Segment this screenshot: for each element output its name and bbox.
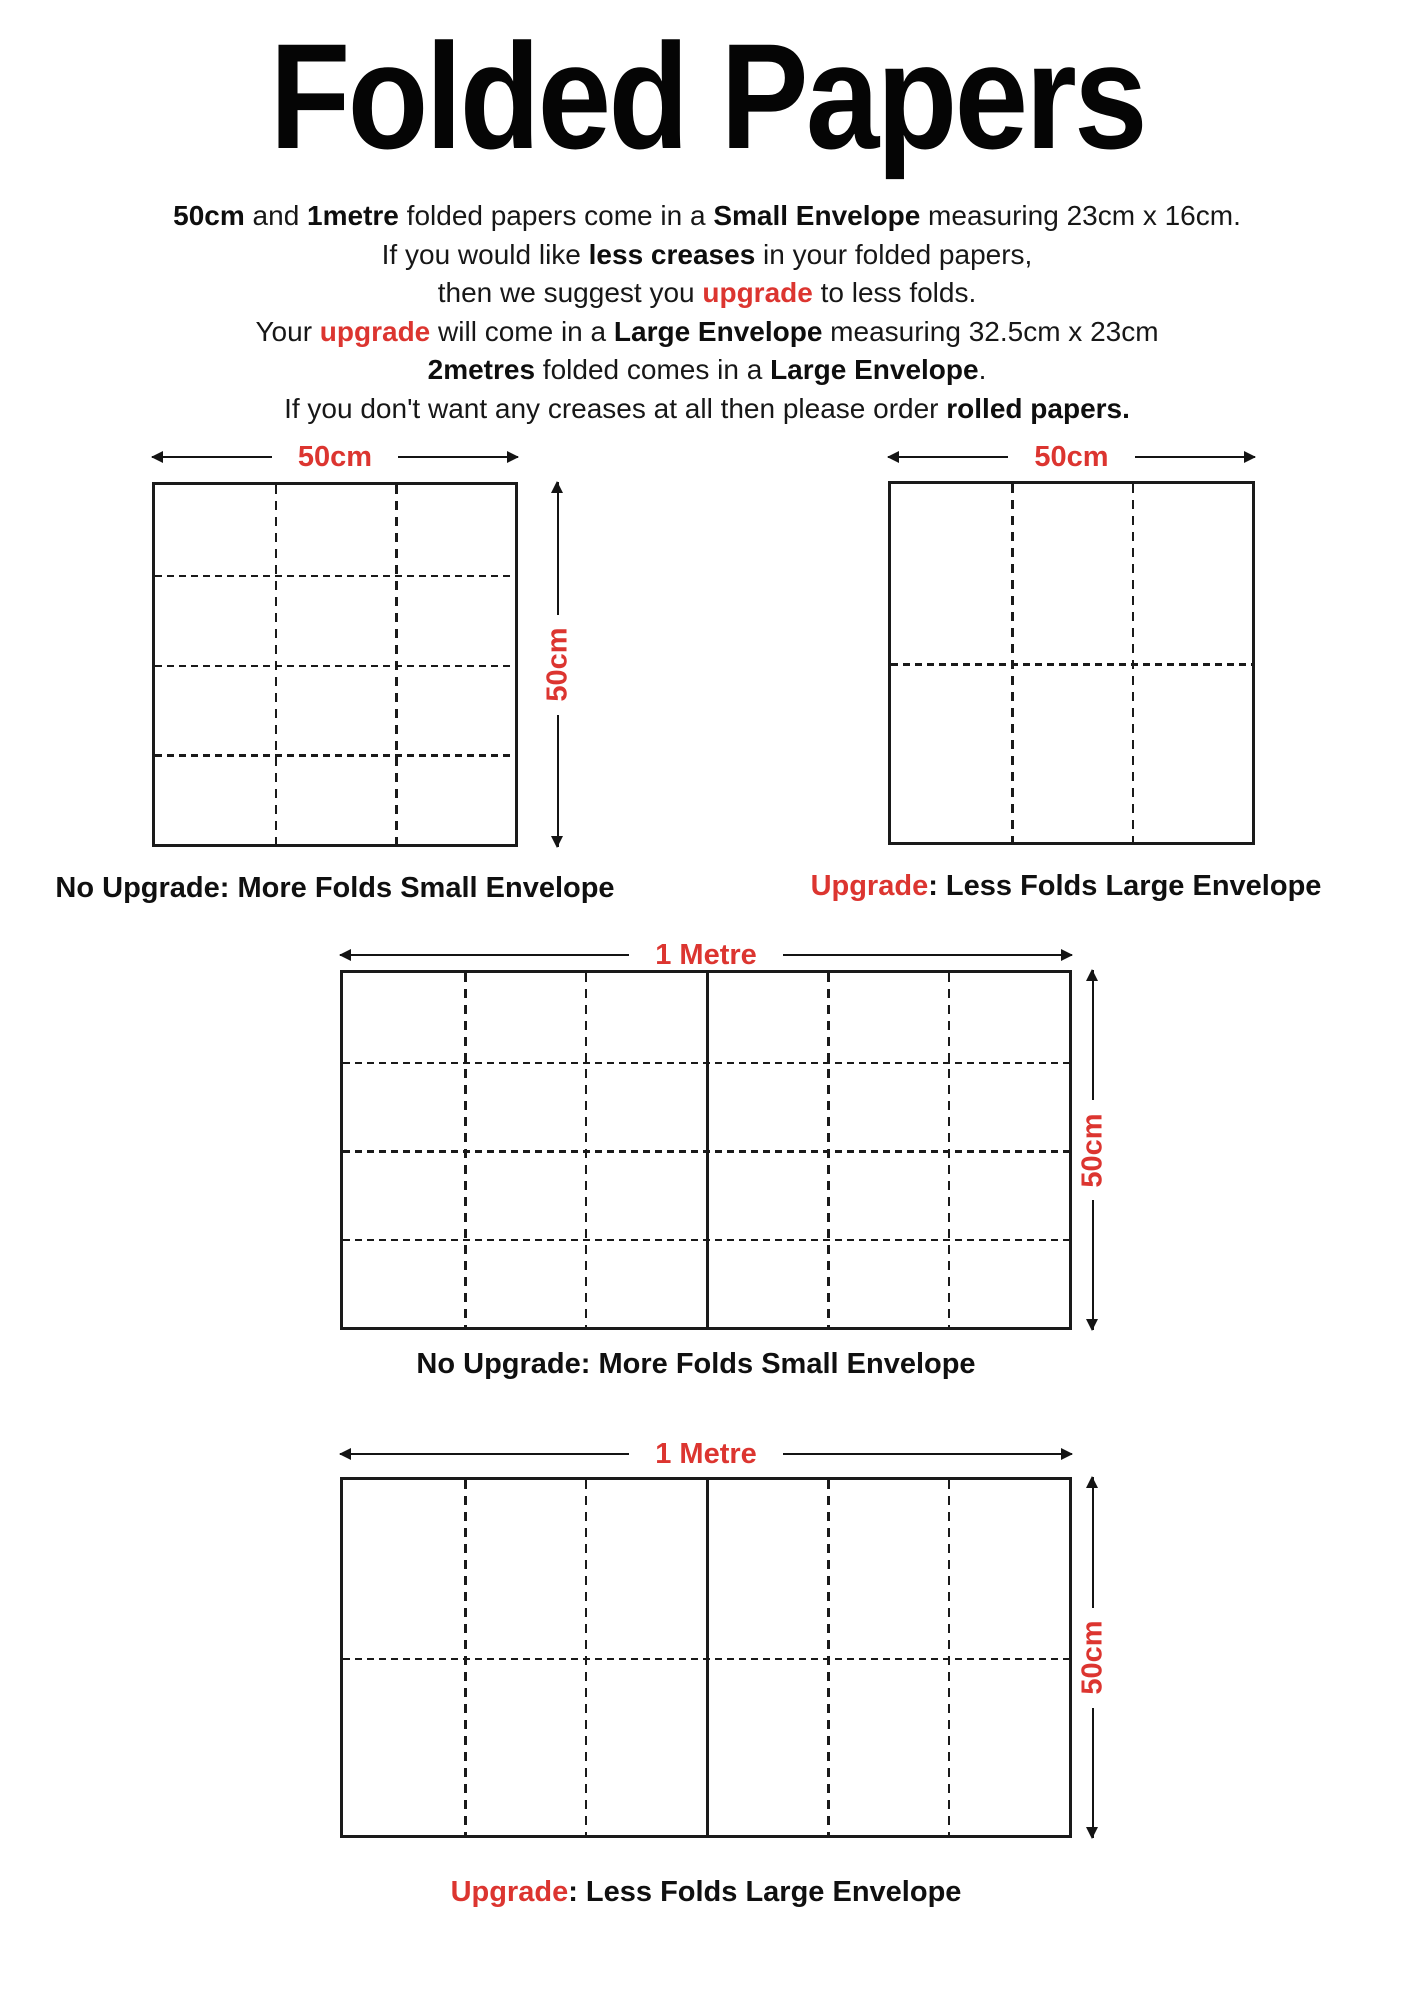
arrow-up-icon xyxy=(557,482,559,615)
height-label-box xyxy=(543,615,573,715)
height-label-box xyxy=(1078,1100,1108,1200)
fold-line-horizontal xyxy=(343,1150,1069,1153)
fold-line-horizontal xyxy=(155,665,515,668)
paper-sheet-50cm-no-upgrade xyxy=(152,482,518,847)
caption-50cm-upgrade: Upgrade: Less Folds Large Envelope xyxy=(810,870,1322,902)
height-label: 50cm xyxy=(1076,1112,1109,1188)
fold-line-horizontal xyxy=(343,1658,1069,1661)
intro-paragraph xyxy=(0,197,1414,429)
arrow-right-icon xyxy=(398,456,518,458)
caption-1metre-upgrade: Upgrade: Less Folds Large Envelope xyxy=(450,1876,962,1908)
height-arrow-1metre-no-upgrade xyxy=(1078,970,1108,1330)
intro-line-2: If you would like less creases in your folded papers, xyxy=(381,238,1033,270)
width-arrow-1metre-no-upgrade xyxy=(340,938,1072,971)
arrow-right-icon xyxy=(783,954,1072,956)
arrow-left-icon xyxy=(888,456,1008,458)
height-arrow-50cm-no-upgrade xyxy=(543,482,573,847)
arrow-left-icon xyxy=(152,456,272,458)
intro-line-1: 50cm and 1metre folded papers come in a Small Envelope measuring 23cm x 16cm. xyxy=(173,200,1241,231)
intro-line-6: If you don't want any creases at all then please order rolled papers. xyxy=(284,392,1130,424)
fold-line-horizontal xyxy=(155,754,515,757)
arrow-right-icon xyxy=(1135,456,1255,458)
width-arrow-50cm-upgrade xyxy=(888,440,1255,473)
paper-sheet-1metre-upgrade xyxy=(340,1477,1072,1838)
height-label: 50cm xyxy=(1076,1620,1109,1695)
fold-line-horizontal xyxy=(891,663,1252,666)
width-arrow-50cm-no-upgrade xyxy=(152,440,518,473)
height-arrow-1metre-upgrade xyxy=(1078,1477,1108,1838)
fold-line-horizontal xyxy=(343,1062,1069,1065)
height-label-box xyxy=(1078,1608,1108,1708)
width-label: 1 Metre xyxy=(655,1437,757,1470)
arrow-down-icon xyxy=(1092,1200,1094,1330)
intro-line-5: 2metres folded comes in a Large Envelope. xyxy=(427,354,987,386)
arrow-up-icon xyxy=(1092,1477,1094,1608)
arrow-down-icon xyxy=(557,715,559,848)
width-label: 50cm xyxy=(1034,440,1109,473)
paper-sheet-50cm-upgrade xyxy=(888,481,1255,845)
fold-line-horizontal xyxy=(155,575,515,578)
paper-sheet-1metre-no-upgrade xyxy=(340,970,1072,1330)
arrow-right-icon xyxy=(783,1453,1072,1455)
width-arrow-1metre-upgrade xyxy=(340,1437,1072,1470)
width-label: 1 Metre xyxy=(655,938,757,971)
arrow-up-icon xyxy=(1092,970,1094,1100)
arrow-down-icon xyxy=(1092,1708,1094,1839)
page-title-text: Folded Papers xyxy=(269,12,1145,180)
arrow-left-icon xyxy=(340,1453,629,1455)
intro-line-3: then we suggest you upgrade to less folds. xyxy=(437,277,977,309)
height-label: 50cm xyxy=(541,627,574,702)
intro-line-4: Your upgrade will come in a Large Envelope measuring 32.5cm x 23cm xyxy=(255,315,1159,347)
caption-1metre-no-upgrade: No Upgrade: More Folds Small Envelope xyxy=(416,1348,976,1380)
arrow-left-icon xyxy=(340,954,629,956)
caption-50cm-no-upgrade: No Upgrade: More Folds Small Envelope xyxy=(55,872,615,904)
width-label: 50cm xyxy=(297,440,373,473)
page-title xyxy=(0,6,1414,186)
fold-line-horizontal xyxy=(343,1239,1069,1242)
